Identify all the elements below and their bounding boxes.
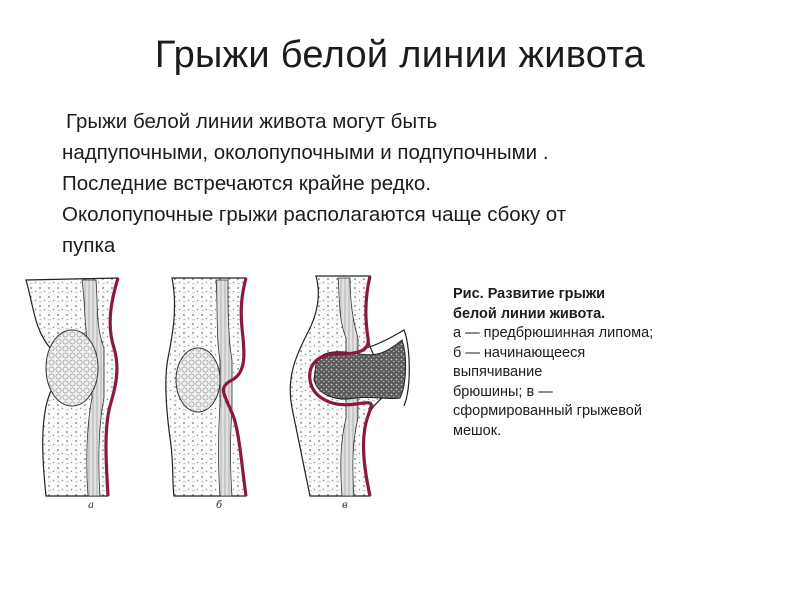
figure-caption — [453, 285, 753, 441]
panel-b — [166, 278, 246, 511]
body-line: пупка — [62, 234, 116, 257]
preperitoneal-lipoma — [46, 330, 98, 406]
caption-title-line: белой линии живота. — [453, 305, 606, 322]
panel-a — [26, 278, 118, 511]
caption-line: брюшины; в — — [453, 383, 553, 400]
body-paragraph — [62, 106, 752, 261]
panel-label-a: а — [88, 500, 94, 511]
panel-label-c: в — [342, 500, 348, 511]
body-line: надпупочными, околопупочными и подпупочными . — [62, 141, 549, 164]
caption-line: а — предбрюшинная липома; — [453, 325, 654, 341]
caption-line: выпячивание — [453, 364, 543, 380]
hernia-illustration — [20, 268, 420, 518]
fat-lump — [176, 348, 220, 412]
caption-line: мешок. — [453, 422, 502, 439]
panel-c — [290, 276, 409, 511]
caption-line: б — начинающееся — [453, 344, 586, 361]
caption-title-line: Рис. Развитие грыжи — [453, 286, 606, 302]
caption-line: сформированный грыжевой — [453, 403, 642, 419]
slide-title: Грыжи белой линии живота — [154, 34, 646, 76]
panel-label-b: б — [216, 500, 223, 511]
body-line: Грыжи белой линии живота могут быть — [66, 110, 438, 133]
body-line: Околопупочные грыжи располагаются чаще сбоку от — [62, 203, 567, 226]
body-line: Последние встречаются крайне редко. — [62, 172, 432, 195]
